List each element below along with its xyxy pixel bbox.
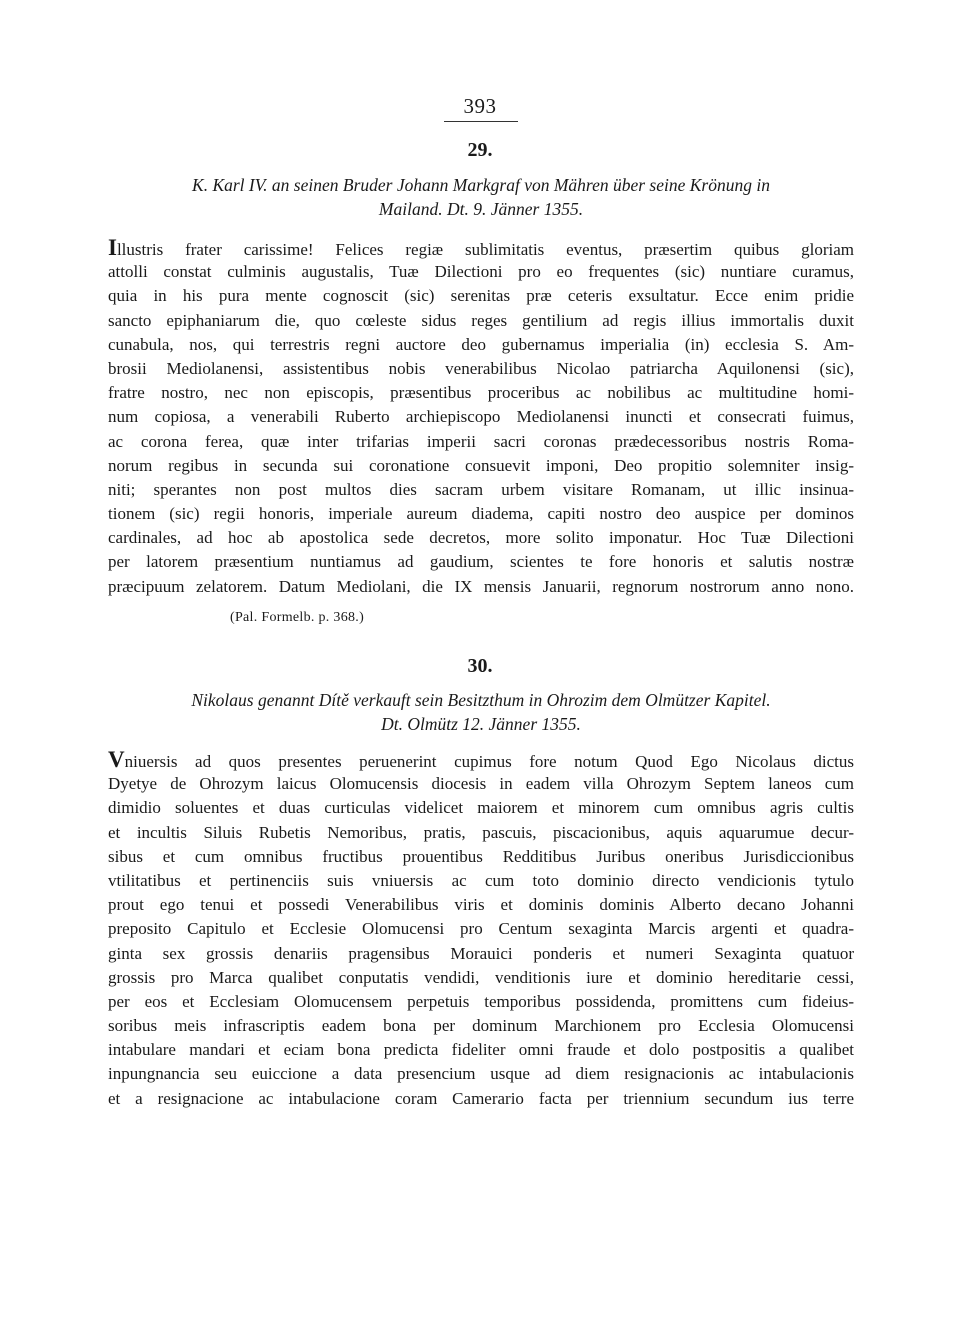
- text-line: num copiosa, a venerabili Ruberto archiepiscopo Mediolanensi inuncti et consecrati fuimus,: [108, 407, 854, 427]
- document-number: 30.: [467, 655, 493, 677]
- document-heading: [108, 173, 854, 221]
- page-number: 393: [463, 94, 497, 118]
- heading-line: Nikolaus genannt Dítě verkauft sein Besitzthum in Ohrozim dem Olmützer Kapitel.: [191, 690, 771, 710]
- heading-line: K. Karl IV. an seinen Bruder Johann Markgraf von Mähren über seine Krönung in: [192, 175, 770, 195]
- text-line: prout ego tenui et possedi Venerabilibus viris et dominis dominis Alberto decano Johanni: [108, 895, 854, 915]
- text-line: quia in his pura mente cognoscit (sic) serenitas præ ceteris exsultatur. Ecce enim pridie: [108, 286, 854, 306]
- text-line: norum regibus in secunda sui coronatione consuevit imponi, Deo propitio solemniter insig-: [108, 455, 854, 475]
- text-line: Illustris frater carissime! Felices regiæ sublimitatis eventus, præsertim quibus gloriam: [108, 236, 854, 260]
- text-line: et incultis Siluis Rubetis Nemoribus, pratis, pascuis, piscacionibus, aquis aquarumue decur-: [108, 822, 854, 842]
- text-line: fratre nostro, nec non episcopis, præsentibus proceribus ac nobilibus ac multitudine homi-: [108, 383, 854, 403]
- text-line: vtilitatibus et pertinenciis suis vniuersis ac cum toto dominio directo vendicionis tytulo: [108, 870, 854, 890]
- text-line: dimidio soluentes et duas curticulas videlicet maiorem et minorem cum omnibus agris cultis: [108, 798, 854, 818]
- text-line: per eos et Ecclesiam Olomucensem perpetuis temporibus possidenda, promittens cum fideius-: [108, 991, 854, 1011]
- text-line: per latorem præsentium nuntiamus ad gaudium, scientes te fore honoris et salutis nostræ: [108, 552, 854, 572]
- initial-letter: I: [108, 236, 117, 260]
- text-line: tionem (sic) regii honoris, imperiale aureum diadema, capiti nostro deo auspice per dominos: [108, 504, 854, 524]
- text-line: grossis pro Marca qualibet conputatis vendidi, venditionis iure et dominio hereditarie cessi,: [108, 967, 854, 987]
- text-line: cardinales, ad hoc ab apostolica sede decretos, more solito imponatur. Hoc Tuæ Dilectioni: [108, 528, 854, 548]
- page-number-rule: [444, 121, 518, 122]
- text-line: sibus et cum omnibus fructibus prouentibus Redditibus Juribus oneribus Jurisdiccionibus: [108, 846, 854, 866]
- text-line: brosii Mediolanensi, assistentibus nobis venerabilibus Nicolao patriarcha Aquilonensi (sic),: [108, 358, 854, 378]
- text-line: cunabula, nos, qui terrestris regni auctore deo gubernamus imperialia (in) ecclesia S. Am-: [108, 334, 854, 354]
- text-line: intabulare mandari et eciam bona predicta fideliter omni fraude et dolo postpositis a qualibet: [108, 1040, 854, 1060]
- text-line: præcipuum zelatorem. Datum Mediolani, die IX mensis Januarii, regnorum nostrorum anno nono.: [108, 576, 854, 596]
- heading-line: Mailand. Dt. 9. Jänner 1355.: [378, 199, 584, 219]
- text-line: preposito Capitulo et Ecclesie Olomucensi pro Centum sexaginta Marcis argenti et quadra-: [108, 919, 854, 939]
- text-line: Dyetye de Ohrozym laicus Olomucensis diocesis in eadem villa Ohrozym Septem laneos cum: [108, 774, 854, 794]
- text-line: ac corona ferea, quæ inter trifarias imperii sacri coronas prædecessoribus nostris Roma-: [108, 431, 854, 451]
- text-line: soribus meis infrascriptis eadem bona per dominum Marchionem pro Ecclesia Olomucensi: [108, 1016, 854, 1036]
- text-line: niti; sperantes non post multos dies sacram urbem visitare Romanam, ut illic insinua-: [108, 479, 854, 499]
- source-citation: (Pal. Formelb. p. 368.): [230, 610, 365, 625]
- document-number: 29.: [467, 139, 493, 161]
- text-line: et a resignacione ac intabulacione coram Camerario facta per triennium secundum ius terre: [108, 1088, 854, 1108]
- text-line: attolli constat culminis augustalis, Tuæ Dilectioni pro eo frequentes (sic) nuntiare curamus,: [108, 262, 854, 282]
- text-line: Vniuersis ad quos presentes peruenerint cupimus fore notum Quod Ego Nicolaus dictus: [108, 748, 854, 772]
- text-line: inpungnancia seu euiccione a data presencium usque ad diem resignacionis ac intabulacionis: [108, 1064, 854, 1084]
- text-line: ginta sex grossis denariis pragensibus Morauici ponderis et numeri Sexaginta quatuor: [108, 943, 854, 963]
- document-heading: [108, 688, 854, 736]
- heading-line: Dt. Olmütz 12. Jänner 1355.: [381, 714, 581, 734]
- document-body: [108, 236, 854, 599]
- initial-letter: V: [108, 748, 125, 772]
- text-line: sancto epiphaniarum die, quo cœleste sidus reges gentilium ad regis illius immortalis duxit: [108, 310, 854, 330]
- document-body: [108, 748, 854, 1111]
